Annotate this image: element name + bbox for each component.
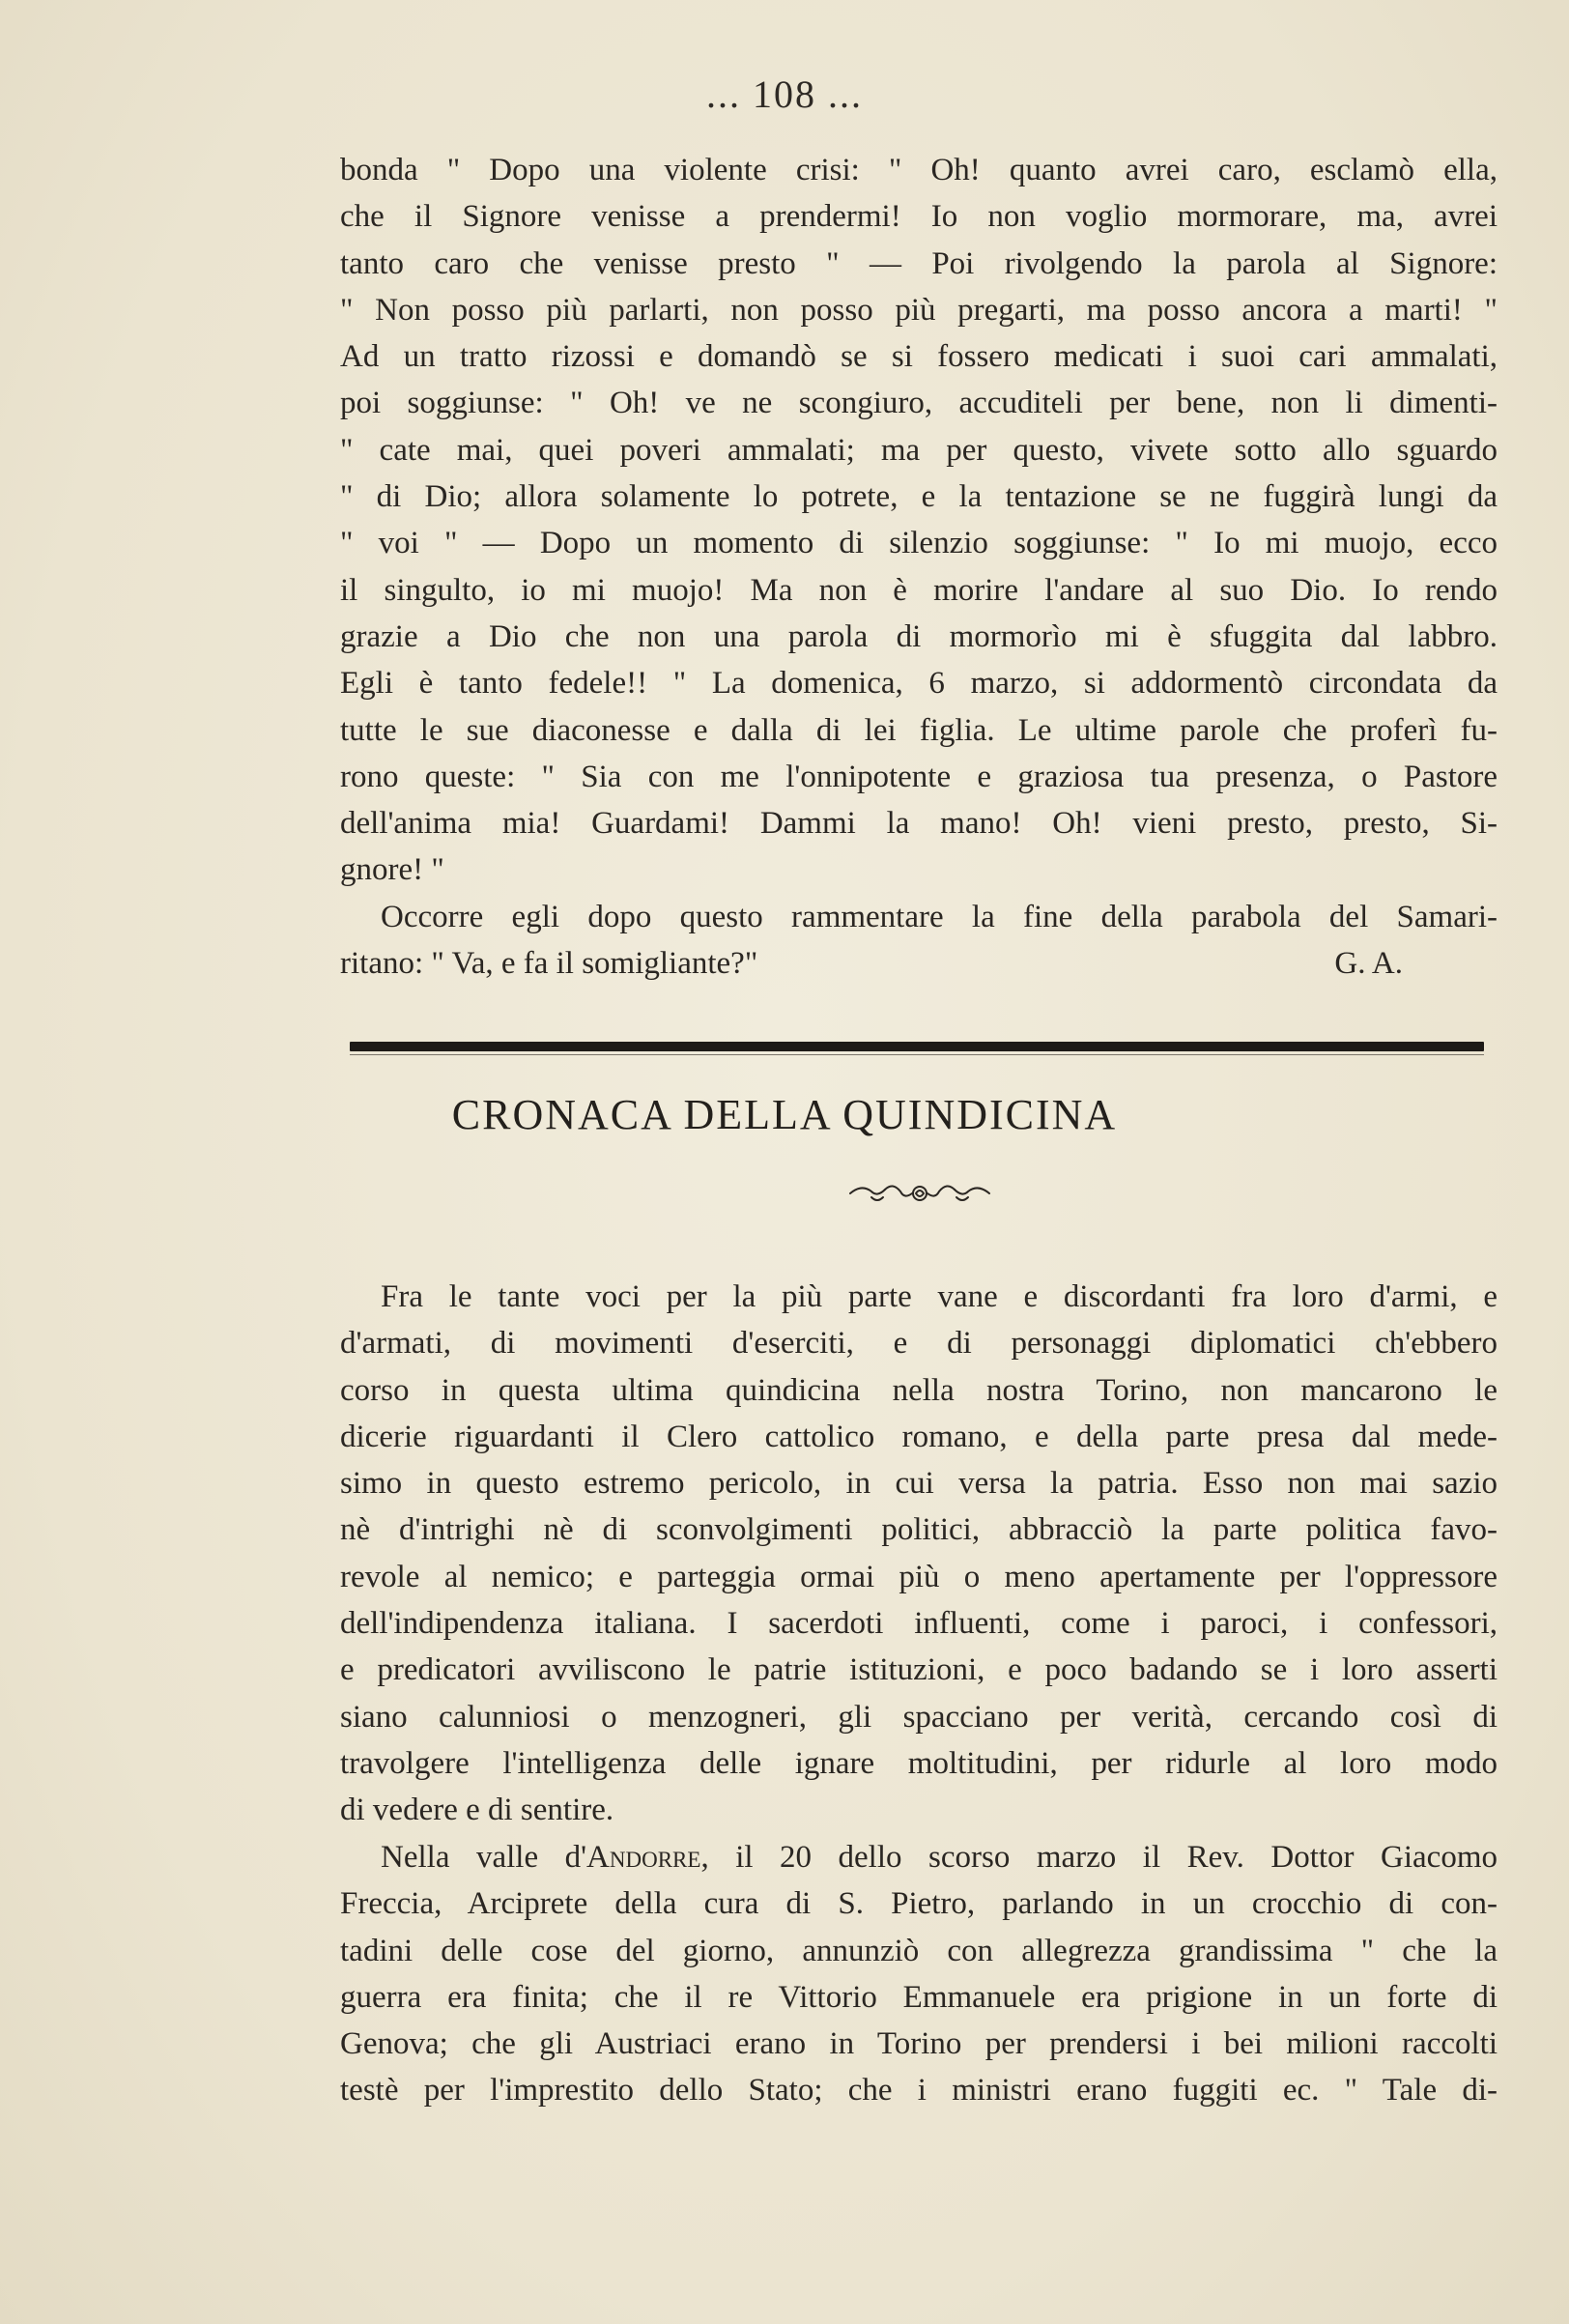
text-line: corso in questa ultima quindicina nella nostra Torino, non mancarono le (340, 1372, 1498, 1408)
text-line: di vedere e di sentire. (340, 1793, 614, 1828)
chronicle-paragraph-2 (340, 1834, 1498, 2114)
text-line: dell'indipendenza italiana. I sacerdoti influenti, come i paroci, i confessori, (340, 1606, 1498, 1642)
text-line: travolgere l'intelligenza delle ignare moltitudini, per ridurle al loro modo (340, 1745, 1498, 1781)
text-line: e predicatori avviliscono le patrie istituzioni, e poco badando se i loro asserti (340, 1652, 1498, 1688)
text-line: che il Signore venisse a prendermi! Io non voglio mormorare, ma, avrei (340, 199, 1498, 235)
text-line: nè d'intrighi nè di sconvolgimenti politici, abbracciò la parte politica favo- (340, 1512, 1498, 1548)
section-title: CRONACA DELLA QUINDICINA (451, 1091, 1118, 1138)
text-line: simo in questo estremo pericolo, in cui versa la patria. Esso non mai sazio (340, 1466, 1498, 1502)
text-fragment: , il 20 dello scorso marzo il Rev. Dottor Giacomo (700, 1840, 1498, 1875)
text-line: tanto caro che venisse presto " — Poi rivolgendo la parola al Signore: (340, 245, 1498, 281)
text-line: grazie a Dio che non una parola di mormorìo mi è sfuggita dal labbro. (340, 618, 1498, 654)
text-line: Genova; che gli Austriaci erano in Torino per prendersi i bei milioni raccolti (340, 2026, 1498, 2062)
place-name: Andorre (586, 1840, 701, 1875)
text-line: Freccia, Arciprete della cura di S. Pietro, parlando in un crocchio di con- (340, 1886, 1498, 1922)
text-line: Ad un tratto rizossi e domandò se si fossero medicati i suoi cari ammalati, (340, 339, 1498, 375)
text-line: testè per l'imprestito dello Stato; che i ministri erano fuggiti ec. " Tale di- (340, 2073, 1498, 2109)
closing-text: ritano: " Va, e fa il somigliante?" (340, 946, 758, 982)
text-line: bonda " Dopo una violente crisi: " Oh! quanto avrei caro, esclamò ella, (340, 153, 1498, 187)
text-line: gnore! " (340, 852, 444, 888)
text-line: revole al nemico; e parteggia ormai più o meno apertamente per l'oppressore (340, 1559, 1498, 1594)
author-signature: G. A. (1334, 946, 1403, 982)
text-line: " cate mai, quei poveri ammalati; ma per questo, vivete sotto allo sguardo (340, 432, 1498, 468)
text-line: siano calunniosi o menzogneri, gli spacciano per verità, cercando così di (340, 1699, 1498, 1735)
closing-line (340, 940, 1498, 987)
text-line: " di Dio; allora solamente lo potrete, e la tentazione se ne fuggirà lungi da (340, 479, 1498, 515)
text-line: tadini delle cose del giorno, annunziò con allegrezza grandissima " che la (340, 1933, 1498, 1968)
page-number: ... 108 ... (706, 72, 863, 116)
text-line: dell'anima mia! Guardami! Dammi la mano! Oh! vieni presto, presto, Si- (340, 806, 1498, 842)
top-text-block (340, 147, 1498, 987)
text-line: d'armati, di movimenti d'eserciti, e di personaggi diplomatici ch'ebbero (340, 1326, 1498, 1362)
text-line: Egli è tanto fedele!! " La domenica, 6 marzo, si addormentò circondata da (340, 666, 1498, 702)
section-divider (350, 1042, 1484, 1051)
chronicle-paragraph-1 (340, 1274, 1498, 1834)
text-line: tutte le sue diaconesse e dalla di lei figlia. Le ultime parole che proferì fu- (340, 712, 1498, 748)
text-line: dicerie riguardanti il Clero cattolico romano, e della parte presa dal mede- (340, 1419, 1498, 1454)
text-line: Fra le tante voci per la più parte vane e discordanti fra loro d'armi, e (381, 1279, 1498, 1314)
text-line (340, 1834, 1498, 1880)
text-line: rono queste: " Sia con me l'onnipotente e graziosa tua presenza, o Pastore (340, 759, 1498, 794)
text-line: " Non posso più parlarti, non posso più pregarti, ma posso ancora a marti! " (340, 292, 1498, 328)
text-line: guerra era finita; che il re Vittorio Emmanuele era prigione in un forte di (340, 1979, 1498, 2015)
text-line: poi soggiunse: " Oh! ve ne scongiuro, accuditeli per bene, non li dimenti- (340, 386, 1498, 421)
text-fragment: Nella valle d' (381, 1840, 587, 1875)
text-line: Occorre egli dopo questo rammentare la fine della parabola del Samari- (381, 899, 1498, 934)
text-line: il singulto, io mi muojo! Ma non è morire l'andare al suo Dio. Io rendo (340, 572, 1498, 608)
text-line: " voi " — Dopo un momento di silenzio soggiunse: " Io mi muojo, ecco (340, 526, 1498, 561)
flourish-ornament-icon (842, 1178, 997, 1207)
